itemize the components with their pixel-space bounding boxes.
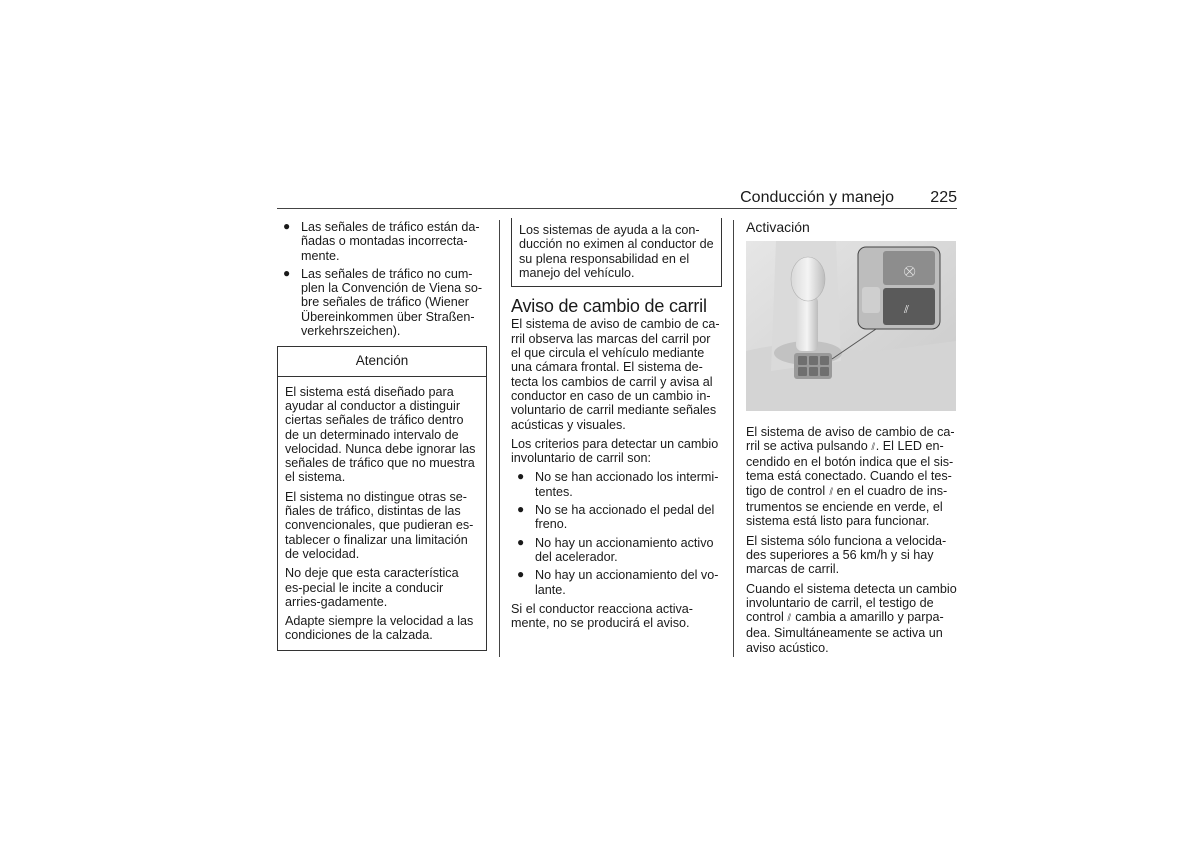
column-2 <box>511 220 722 635</box>
list-item: ● No se ha accionado el pedal del freno. <box>517 502 715 532</box>
column-1 <box>277 220 487 651</box>
column-3 <box>746 220 957 660</box>
paragraph: El sistema no distingue otras se-ñales de tráfico, distintas de las convencionales, que pudieran es-tablecer o finalizar una limitación de velocidad. <box>285 489 474 561</box>
paragraph: No deje que esta característica es-pecial le incite a conducir arries-gadamente. <box>285 566 459 609</box>
center-console-photo <box>746 241 956 411</box>
paragraph: El sistema de aviso de cambio de ca-rril observa las marcas del carril por el que circula el vehículo mediante una cámara frontal. El sistema de-tecta los cambios de carril y avisa al conductor en caso de un cambio in-voluntario de carril mediante señales acústicas y visuales. <box>511 317 720 432</box>
svg-text:⛒: ⛒ <box>904 265 916 279</box>
criteria-list <box>511 470 722 596</box>
lane-departure-icon: ⫽ <box>829 486 833 498</box>
paragraph: Cuando el sistema detecta un cambio involuntario de carril, el testigo de control ⫽ cambia a amarillo y parpa-dea. Simultáneamente se activa un aviso acústico. <box>746 581 957 655</box>
subsection-heading: Activación <box>746 219 810 235</box>
attention-box <box>277 346 487 650</box>
paragraph: Adapte siempre la velocidad a las condiciones de la calzada. <box>285 614 474 643</box>
paragraph: El sistema está diseñado para ayudar al conductor a distinguir ciertas señales de tráfico dentro de un determinado intervalo de velocidad. Nunca debe ignorar las señales de tráfico que no muestra el sistema. <box>285 384 476 485</box>
svg-text:⫽: ⫽ <box>904 303 909 317</box>
section-title: Conducción y manejo <box>740 189 894 206</box>
page-header <box>277 188 957 209</box>
bullet-list <box>277 220 487 338</box>
page-number: 225 <box>930 189 957 206</box>
column-divider <box>733 220 734 657</box>
paragraph: El sistema de aviso de cambio de ca-rril se activa pulsando ⫽. El LED en-cendido en el botón indica que el sis-tema está conectado. Cuando el tes-tigo de control ⫽ en el cuadro de ins-trumentos se enciende en verde, el sistema está listo para funcionar. <box>746 424 955 529</box>
paragraph: Los criterios para detectar un cambio involuntario de carril son: <box>511 436 719 466</box>
paragraph: Si el conductor reacciona activa-mente, no se producirá el aviso. <box>511 601 694 631</box>
section-heading: Aviso de cambio de carril <box>511 296 707 317</box>
paragraph: El sistema sólo funciona a velocida-des superiores a 56 km/h y si hay marcas de carril. <box>746 533 947 577</box>
lane-departure-icon: ⫽ <box>787 613 792 625</box>
list-item: ● No se han accionado los intermi-tentes. <box>517 469 719 499</box>
list-item: ● Las señales de tráfico no cum-plen la Convención de Viena so-bre señales de tráfico (Wiener Übereinkommen über Straßen-verkehrszeichen). <box>283 265 483 339</box>
list-item: ● Las señales de tráfico están da-ñadas o montadas incorrecta-mente. <box>283 219 480 263</box>
list-item: ● No hay un accionamiento del vo-lante. <box>517 567 719 597</box>
lane-departure-icon: ⫽ <box>871 441 876 453</box>
column-divider <box>499 220 500 657</box>
attention-title: Atención <box>278 347 486 376</box>
note-text: Los sistemas de ayuda a la con-ducción no eximen al conductor de su plena responsabilidad en el manejo del vehículo. <box>519 223 714 280</box>
list-item: ● No hay un accionamiento activo del acelerador. <box>517 534 714 564</box>
note-box <box>511 218 722 287</box>
